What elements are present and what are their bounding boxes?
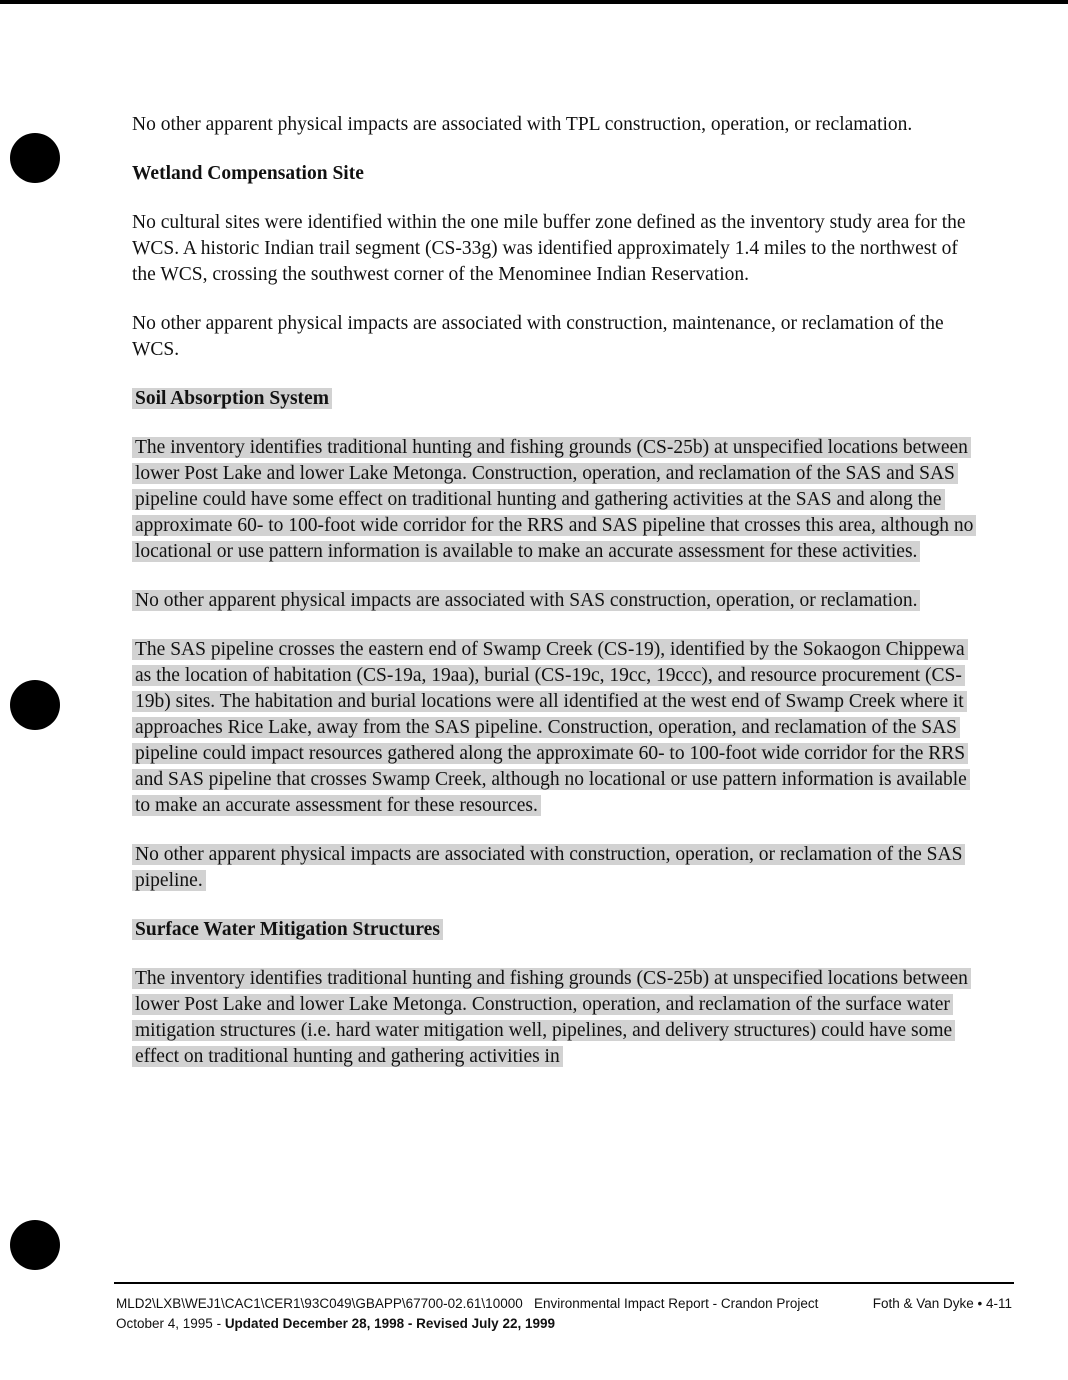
- footer-report-title: Environmental Impact Report - Crandon Project: [534, 1296, 819, 1311]
- paragraph-wcs-impacts: No other apparent physical impacts are associated with construction, maintenance, or reclamation of the WCS.: [132, 313, 944, 360]
- paragraph-swms-hunting-grounds: [132, 966, 977, 1070]
- heading-surface-water-mitigation: [132, 917, 977, 943]
- heading-wetland-compensation-site: Wetland Compensation Site: [132, 163, 364, 184]
- top-border: [0, 0, 1068, 4]
- paragraph-sas-pipeline-impacts-text: No other apparent physical impacts are associated with construction, operation, or reclamation of the SAS pipeline.: [132, 844, 965, 891]
- paragraph-sas-pipeline-impacts: [132, 842, 977, 894]
- paragraph-swms-hunting-grounds-text: The inventory identifies traditional hunting and fishing grounds (CS-25b) at unspecified locations between lower Post Lake and lower Lake Metonga. Construction, operation, and reclamation of the surface water mitigation structures (i.e. hard water mitigation well, pipelines, and delivery structures) could have some effect on traditional hunting and gathering activities in: [132, 968, 971, 1067]
- page-footer: [116, 1294, 1016, 1334]
- footer-file-path: MLD2\LXB\WEJ1\CAC1\CER1\93C049\GBAPP\67700-02.61\10000: [116, 1296, 523, 1311]
- footer-revision: Updated December 28, 1998 - Revised July 22, 1999: [224, 1316, 555, 1331]
- heading-surface-water-mitigation-text: Surface Water Mitigation Structures: [132, 919, 443, 940]
- heading-soil-absorption-system-text: Soil Absorption System: [132, 388, 332, 409]
- footer-company-page: Foth & Van Dyke • 4-11: [872, 1296, 1012, 1311]
- paragraph-sas-impacts-text: No other apparent physical impacts are associated with SAS construction, operation, or reclamation.: [132, 590, 920, 611]
- footer-line-2: [116, 1314, 1016, 1334]
- punch-hole: [10, 133, 60, 183]
- punch-hole: [10, 680, 60, 730]
- footer-rule: [114, 1282, 1014, 1284]
- paragraph-wcs-cultural-sites: No cultural sites were identified within the one mile buffer zone defined as the inventory study area for the WCS. A historic Indian trail segment (CS-33g) was identified approximately 1.4 miles to the northwest of the WCS, crossing the southwest corner of the Menominee Indian Reservation.: [132, 212, 966, 285]
- paragraph-sas-hunting-grounds-text: The inventory identifies traditional hunting and fishing grounds (CS-25b) at unspecified locations between lower Post Lake and lower Lake Metonga. Construction, operation, and reclamation of the SAS and SAS pipeline could have some effect on traditional hunting and gathering activities at the SAS and along the approximate 60- to 100-foot wide corridor for the RRS and SAS pipeline that crosses this area, although no locational or use pattern information is available to make an accurate assessment for these activities.: [132, 437, 976, 562]
- paragraph-swamp-creek-text: The SAS pipeline crosses the eastern end of Swamp Creek (CS-19), identified by the Sokaogon Chippewa as the location of habitation (CS-19a, 19aa), burial (CS-19c, 19cc, 19ccc), and resource procurement (CS-19b) sites. The habitation and burial locations were all identified at the west end of Swamp Creek where it approaches Rice Lake, away from the SAS pipeline. Construction, operation, and reclamation of the SAS pipeline could impact resources gathered along the approximate 60- to 100-foot wide corridor for the RRS and SAS pipeline that crosses Swamp Creek, although no locational or use pattern information is available to make an accurate assessment for these resources.: [132, 639, 970, 816]
- paragraph-swamp-creek: [132, 637, 977, 819]
- paragraph-sas-hunting-grounds: [132, 435, 977, 565]
- punch-hole: [10, 1220, 60, 1270]
- paragraph-sas-impacts: [132, 588, 977, 614]
- heading-soil-absorption-system: [132, 386, 977, 412]
- document-body: [132, 112, 977, 1093]
- paragraph-tpl-impacts: No other apparent physical impacts are associated with TPL construction, operation, or reclamation.: [132, 114, 913, 135]
- footer-date: October 4, 1995 -: [116, 1316, 225, 1331]
